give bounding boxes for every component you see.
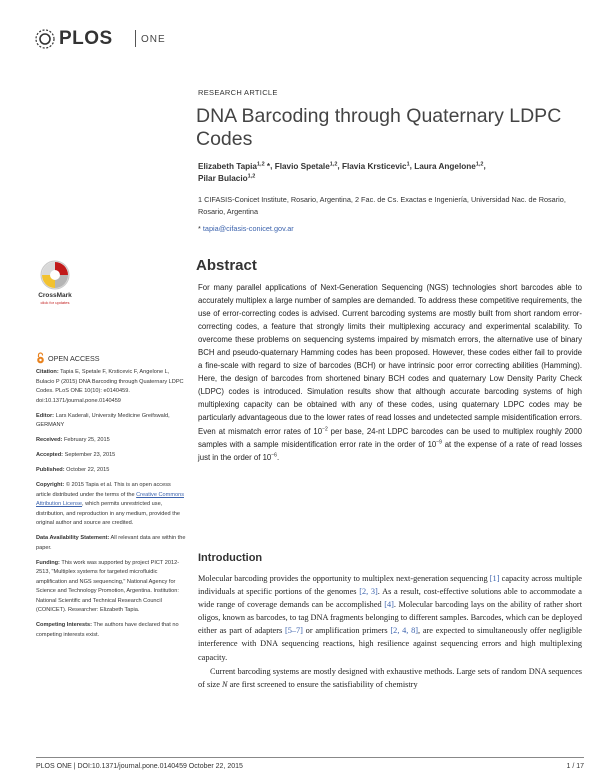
- logo-plos-text: PLOS: [59, 28, 113, 49]
- author[interactable]: Pilar Bulacio$^{1,2}$: [198, 173, 256, 184]
- logo-divider: [135, 30, 136, 47]
- email-link[interactable]: tapia@cifasis-conicet.gov.ar: [202, 224, 294, 233]
- competing-interests: Competing Interests: The authors have declared that no competing interests exist.: [36, 622, 179, 638]
- copyright: Copyright: © 2015 Tapia et al. This is an open access article distributed under the terms of the Creative Commons Attribution License, which permits unrestricted use, distribution, and reproduction in any medium, provided the original author and source are credited.: [36, 482, 184, 526]
- footer-divider: [36, 757, 584, 758]
- paragraph: Current barcoding systems are mostly designed with exhaustive methods. Large sets of random DNA sequences of size N are first screened to ensure the satisfiability of chemistry: [198, 666, 582, 689]
- crossmark-label: CrossMark: [38, 292, 72, 299]
- article-title: DNA Barcoding through Quaternary LDPC Codes: [196, 105, 562, 150]
- published-date: Published: October 22, 2015: [36, 467, 110, 473]
- citation: Citation: Tapia E, Spetale F, Krsticevic F, Angelone L, Bulacio P (2015) DNA Barcoding through Quaternary LDPC Codes. PLoS ONE 10(10): e0140459. doi:10.1371/journal.pone.0140459: [36, 369, 184, 404]
- page-number: 1 / 17: [566, 763, 584, 770]
- reference-link[interactable]: [1]: [489, 574, 500, 583]
- abstract-heading: Abstract: [196, 257, 257, 274]
- open-access-label: OPEN ACCESS: [48, 354, 100, 363]
- journal-logo: [34, 26, 194, 50]
- affiliations: 1 CIFASIS-Conicet Institute, Rosario, Argentina, 2 Fac. de Cs. Exactas e Ingeniería, Universidad Nac. de Rosario, Rosario, Argentina: [198, 195, 566, 216]
- reference-link[interactable]: [4]: [384, 600, 394, 610]
- article-type: RESEARCH ARTICLE: [198, 88, 278, 97]
- logo-one-text: ONE: [141, 34, 166, 45]
- introduction-heading: Introduction: [198, 552, 263, 564]
- author[interactable]: Laura Angelone$^{1,2}$: [414, 161, 484, 171]
- corresponding-email: * tapia@cifasis-conicet.gov.ar: [198, 224, 294, 233]
- paragraph: Molecular barcoding provides the opportunity to multiplex next-generation sequencing [1] capacity across multiple individuals at specific portions of the genomes [2, 3]. As a result, cost-effective solutions able to accommodate a wide range of coverage demands can be accomplished [4]. Molecular barcoding lays on the ability of rather short oligos, known as barcodes, to tag DNA fragments belonging to different samples. Barcodes, which can be deployed either as part of adapters [5–7] or amplification primers [2, 4, 8], are expected to simultaneously offer negligible interference with DNA sequencing reactions, high resilience against sequencing errors and high multiplexing capacity.: [198, 574, 582, 662]
- reference-link[interactable]: [5–7]: [284, 626, 303, 636]
- plos-logo-icon: [34, 28, 56, 50]
- reference-link[interactable]: [2, 4, 8]: [390, 626, 419, 636]
- introduction-body: [198, 572, 582, 692]
- accepted-date: Accepted: September 23, 2015: [36, 452, 116, 458]
- footer-citation: PLOS ONE | DOI:10.1371/journal.pone.0140459 October 22, 2015: [36, 763, 243, 770]
- received-date: Received: February 25, 2015: [36, 437, 110, 443]
- author[interactable]: Elizabeth Tapia$^{1,2}$ *: [198, 161, 271, 171]
- abstract-text: For many parallel applications of Next-Generation Sequencing (NGS) technologies short barcodes able to accurately multiplex a large number of samples are demanded. To address these competitive requirements, the use of error-correcting codes is advised. Current barcoding systems are mostly built from short random error-correcting codes, a feature that strongly limits their multiplexing accuracy and experimental scalability. To overcome these problems on sequencing systems impaired by mismatch errors, the alternative use of binary BCH and pseudo-quaternary Hamming codes has been proposed. However, these codes either fail to provide a fine-scale with regard to size of barcodes (BCH) or have intrinsic poor error correcting abilities (Hamming). Here, the design of barcodes from shortened binary BCH codes and quaternary Low Density Parity Check (LDPC) codes is introduced. Simulation results show that although accurate barcoding systems of high multiplexing capacity can be obtained with any of these codes, using quaternary LDPC codes may be particularly advantageous due to the lower rates of read losses and undetected sample misidentification errors. Even at mismatch error rates of $10^{-2}$ per base, 24-nt LDPC barcodes can be used to multiplex roughly 2000 samples with a sample misidentification error rate in the order of $10^{-9}$ at the expense of a rate of read losses just in the order of $10^{-6}$.: [198, 283, 582, 462]
- article-info-sidebar: [36, 368, 186, 646]
- crossmark-sublabel[interactable]: click for updates: [40, 300, 70, 305]
- license-link[interactable]: Creative Commons Attribution License: [36, 491, 184, 507]
- author-list: Elizabeth Tapia$^{1,2}$ *, Flavio Spetale$^{1,2}$, Flavia Krsticevic$^1$, Laura Angelone$^{1,2}$, Pilar Bulacio$^{1,2}$: [198, 161, 486, 184]
- editor: Editor: Lars Kaderali, University Medicine Greifswald, GERMANY: [36, 412, 170, 428]
- author[interactable]: Flavia Krsticevic$^1$: [341, 161, 410, 171]
- reference-link[interactable]: [2, 3]: [359, 587, 378, 597]
- funding: Funding: This work was supported by project PICT 2012-2513, "Multiplex systems for targeted microfluidic amplification and NGS sequencing," National Agency for Science and Technology Promotion, Argentina. Institution: National Scientific and Technical Research Council (CONICET). Researcher: Elizabeth Tapia.: [36, 559, 180, 613]
- open-lock-icon: [36, 352, 45, 364]
- data-availability: Data Availability Statement: All relevant data are within the paper.: [36, 535, 186, 551]
- author[interactable]: Flavio Spetale$^{1,2}$: [274, 161, 338, 171]
